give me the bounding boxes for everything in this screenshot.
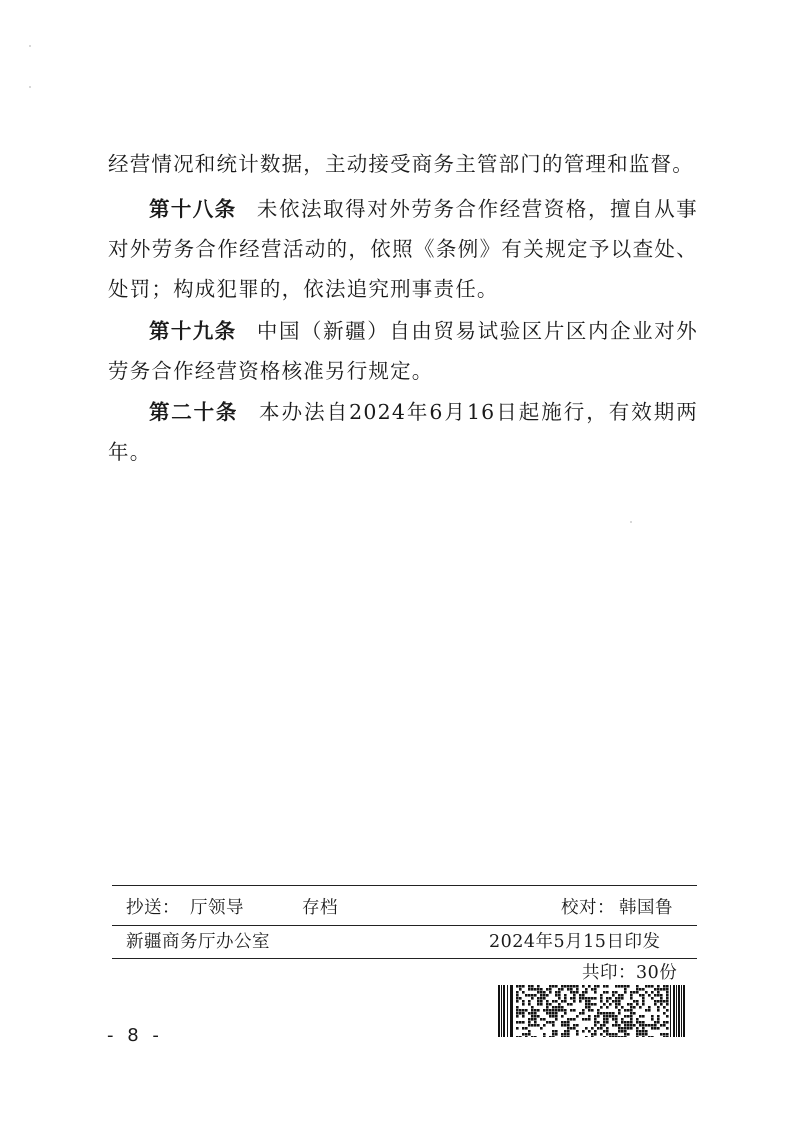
article-number: 第十八条 bbox=[149, 197, 237, 221]
footer-rule-bottom bbox=[112, 958, 697, 959]
cc-recipient: 存档 bbox=[302, 898, 338, 918]
article-20 bbox=[108, 392, 698, 472]
proofread-label: 校对： bbox=[561, 898, 615, 918]
cc-recipient: 厅领导 bbox=[190, 898, 244, 918]
scan-speck bbox=[29, 45, 31, 47]
copies-count: 共印：30份 bbox=[582, 963, 678, 983]
article-text: 未依法取得对外劳务合作经营资格，擅自从事对外劳务合作经营活动的，依照《条例》有关规定予以查处、处罚；构成犯罪的，依法追究刑事责任。 bbox=[108, 197, 698, 301]
2d-barcode-icon bbox=[498, 985, 685, 1037]
article-number: 第十九条 bbox=[149, 319, 237, 343]
scan-speck bbox=[630, 521, 632, 523]
article-number: 第二十条 bbox=[149, 400, 239, 424]
paragraph-text: 经营情况和统计数据，主动接受商务主管部门的管理和监督。 bbox=[108, 152, 694, 176]
footer-rule-top bbox=[112, 885, 697, 886]
page-number: - 8 - bbox=[107, 1025, 163, 1046]
paragraph-continuation bbox=[108, 144, 698, 184]
article-18 bbox=[108, 189, 698, 309]
article-text: 中国（新疆）自由贸易试验区片区内企业对外劳务合作经营资格核准另行规定。 bbox=[108, 319, 698, 383]
issue-date: 2024年5月15日印发 bbox=[489, 932, 661, 952]
article-text: 本办法自2024年6月16日起施行，有效期两年。 bbox=[108, 400, 699, 464]
footer-rule-middle bbox=[112, 925, 697, 926]
article-19 bbox=[108, 311, 698, 391]
proofreader-name: 韩国鲁 bbox=[619, 898, 673, 918]
issuing-office: 新疆商务厅办公室 bbox=[126, 932, 270, 952]
scan-speck bbox=[29, 86, 31, 88]
cc-label: 抄送： bbox=[126, 898, 180, 918]
